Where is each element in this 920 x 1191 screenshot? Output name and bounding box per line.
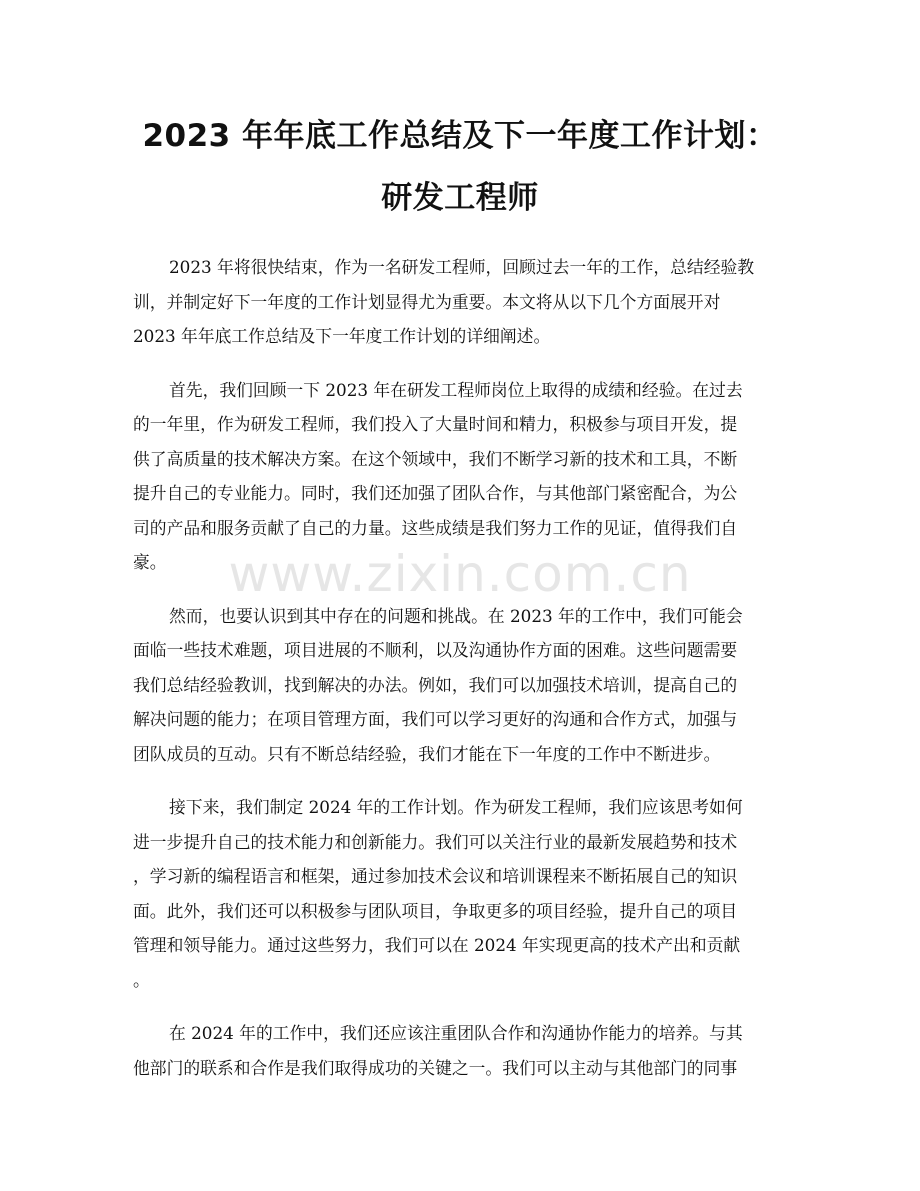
text-line: 首先，我们回顾一下 2023 年在研发工程师岗位上取得的成绩和经验。在过去 xyxy=(169,379,743,400)
text-line: 接下来，我们制定 2024 年的工作计划。作为研发工程师，我们应该思考如何 xyxy=(169,797,743,817)
text-line: 司的产品和服务贡献了自己的力量。这些成绩是我们努力工作的见证，值得我们自 xyxy=(133,517,738,538)
paragraph-plan xyxy=(133,790,793,997)
text-line: 提升自己的专业能力。同时，我们还加强了团队合作，与其他部门紧密配合，为公 xyxy=(133,483,738,503)
paragraph-challenges xyxy=(133,599,793,772)
text-line: 。 xyxy=(133,969,150,990)
text-line: 解决问题的能力；在项目管理方面，我们可以学习更好的沟通和合作方式，加强与 xyxy=(133,709,738,729)
text-line: 我们总结经验教训，找到解决的办法。例如，我们可以加强技术培训，提高自己的 xyxy=(133,674,738,695)
text-line: 他部门的联系和合作是我们取得成功的关键之一。我们可以主动与其他部门的同事 xyxy=(133,1057,738,1078)
text-line: 在 2024 年的工作中，我们还应该注重团队合作和沟通协作能力的培养。与其 xyxy=(169,1023,743,1043)
text-line: 面临一些技术难题，项目进展的不顺利，以及沟通协作方面的困难。这些问题需要 xyxy=(133,640,738,660)
text-line: 团队成员的互动。只有不断总结经验，我们才能在下一年度的工作中不断进步。 xyxy=(133,743,721,764)
text-line: 2023 年将很快结束，作为一名研发工程师，回顾过去一年的工作，总结经验教 xyxy=(169,257,755,277)
text-line: 豪。 xyxy=(133,552,167,572)
page-title-line-2: 研发工程师 xyxy=(381,180,539,216)
watermark: www.zixin.com.cn xyxy=(228,545,692,603)
text-line: 管理和领导能力。通过这些努力，我们可以在 2024 年实现更高的技术产出和贡献 xyxy=(133,935,741,955)
text-line: ，学习新的编程语言和框架，通过参加技术会议和培训课程来不断拓展自己的知识 xyxy=(133,866,738,886)
text-line: 训，并制定好下一年度的工作计划显得尤为重要。本文将从以下几个方面展开对 xyxy=(133,291,721,312)
text-line: 面。此外，我们还可以积极参与团队项目，争取更多的项目经验，提升自己的项目 xyxy=(133,900,738,921)
text-line: 供了高质量的技术解决方案。在这个领域中，我们不断学习新的技术和工具，不断 xyxy=(133,448,738,469)
document-body xyxy=(133,250,793,1104)
text-line: 进一步提升自己的技术能力和创新能力。我们可以关注行业的最新发展趋势和技术 xyxy=(133,831,738,852)
paragraph-teamwork xyxy=(133,1016,793,1085)
paragraph-achievements xyxy=(133,373,793,580)
paragraph-intro xyxy=(133,250,793,354)
text-line: 2023 年年底工作总结及下一年度工作计划的详细阐述。 xyxy=(133,326,551,346)
text-line: 的一年里，作为研发工程师，我们投入了大量时间和精力，积极参与项目开发，提 xyxy=(133,414,738,434)
text-line: 然而，也要认识到其中存在的问题和挑战。在 2023 年的工作中，我们可能会 xyxy=(169,605,743,626)
page-title: 2023 年年底工作总结及下一年度工作计划： xyxy=(142,118,778,154)
